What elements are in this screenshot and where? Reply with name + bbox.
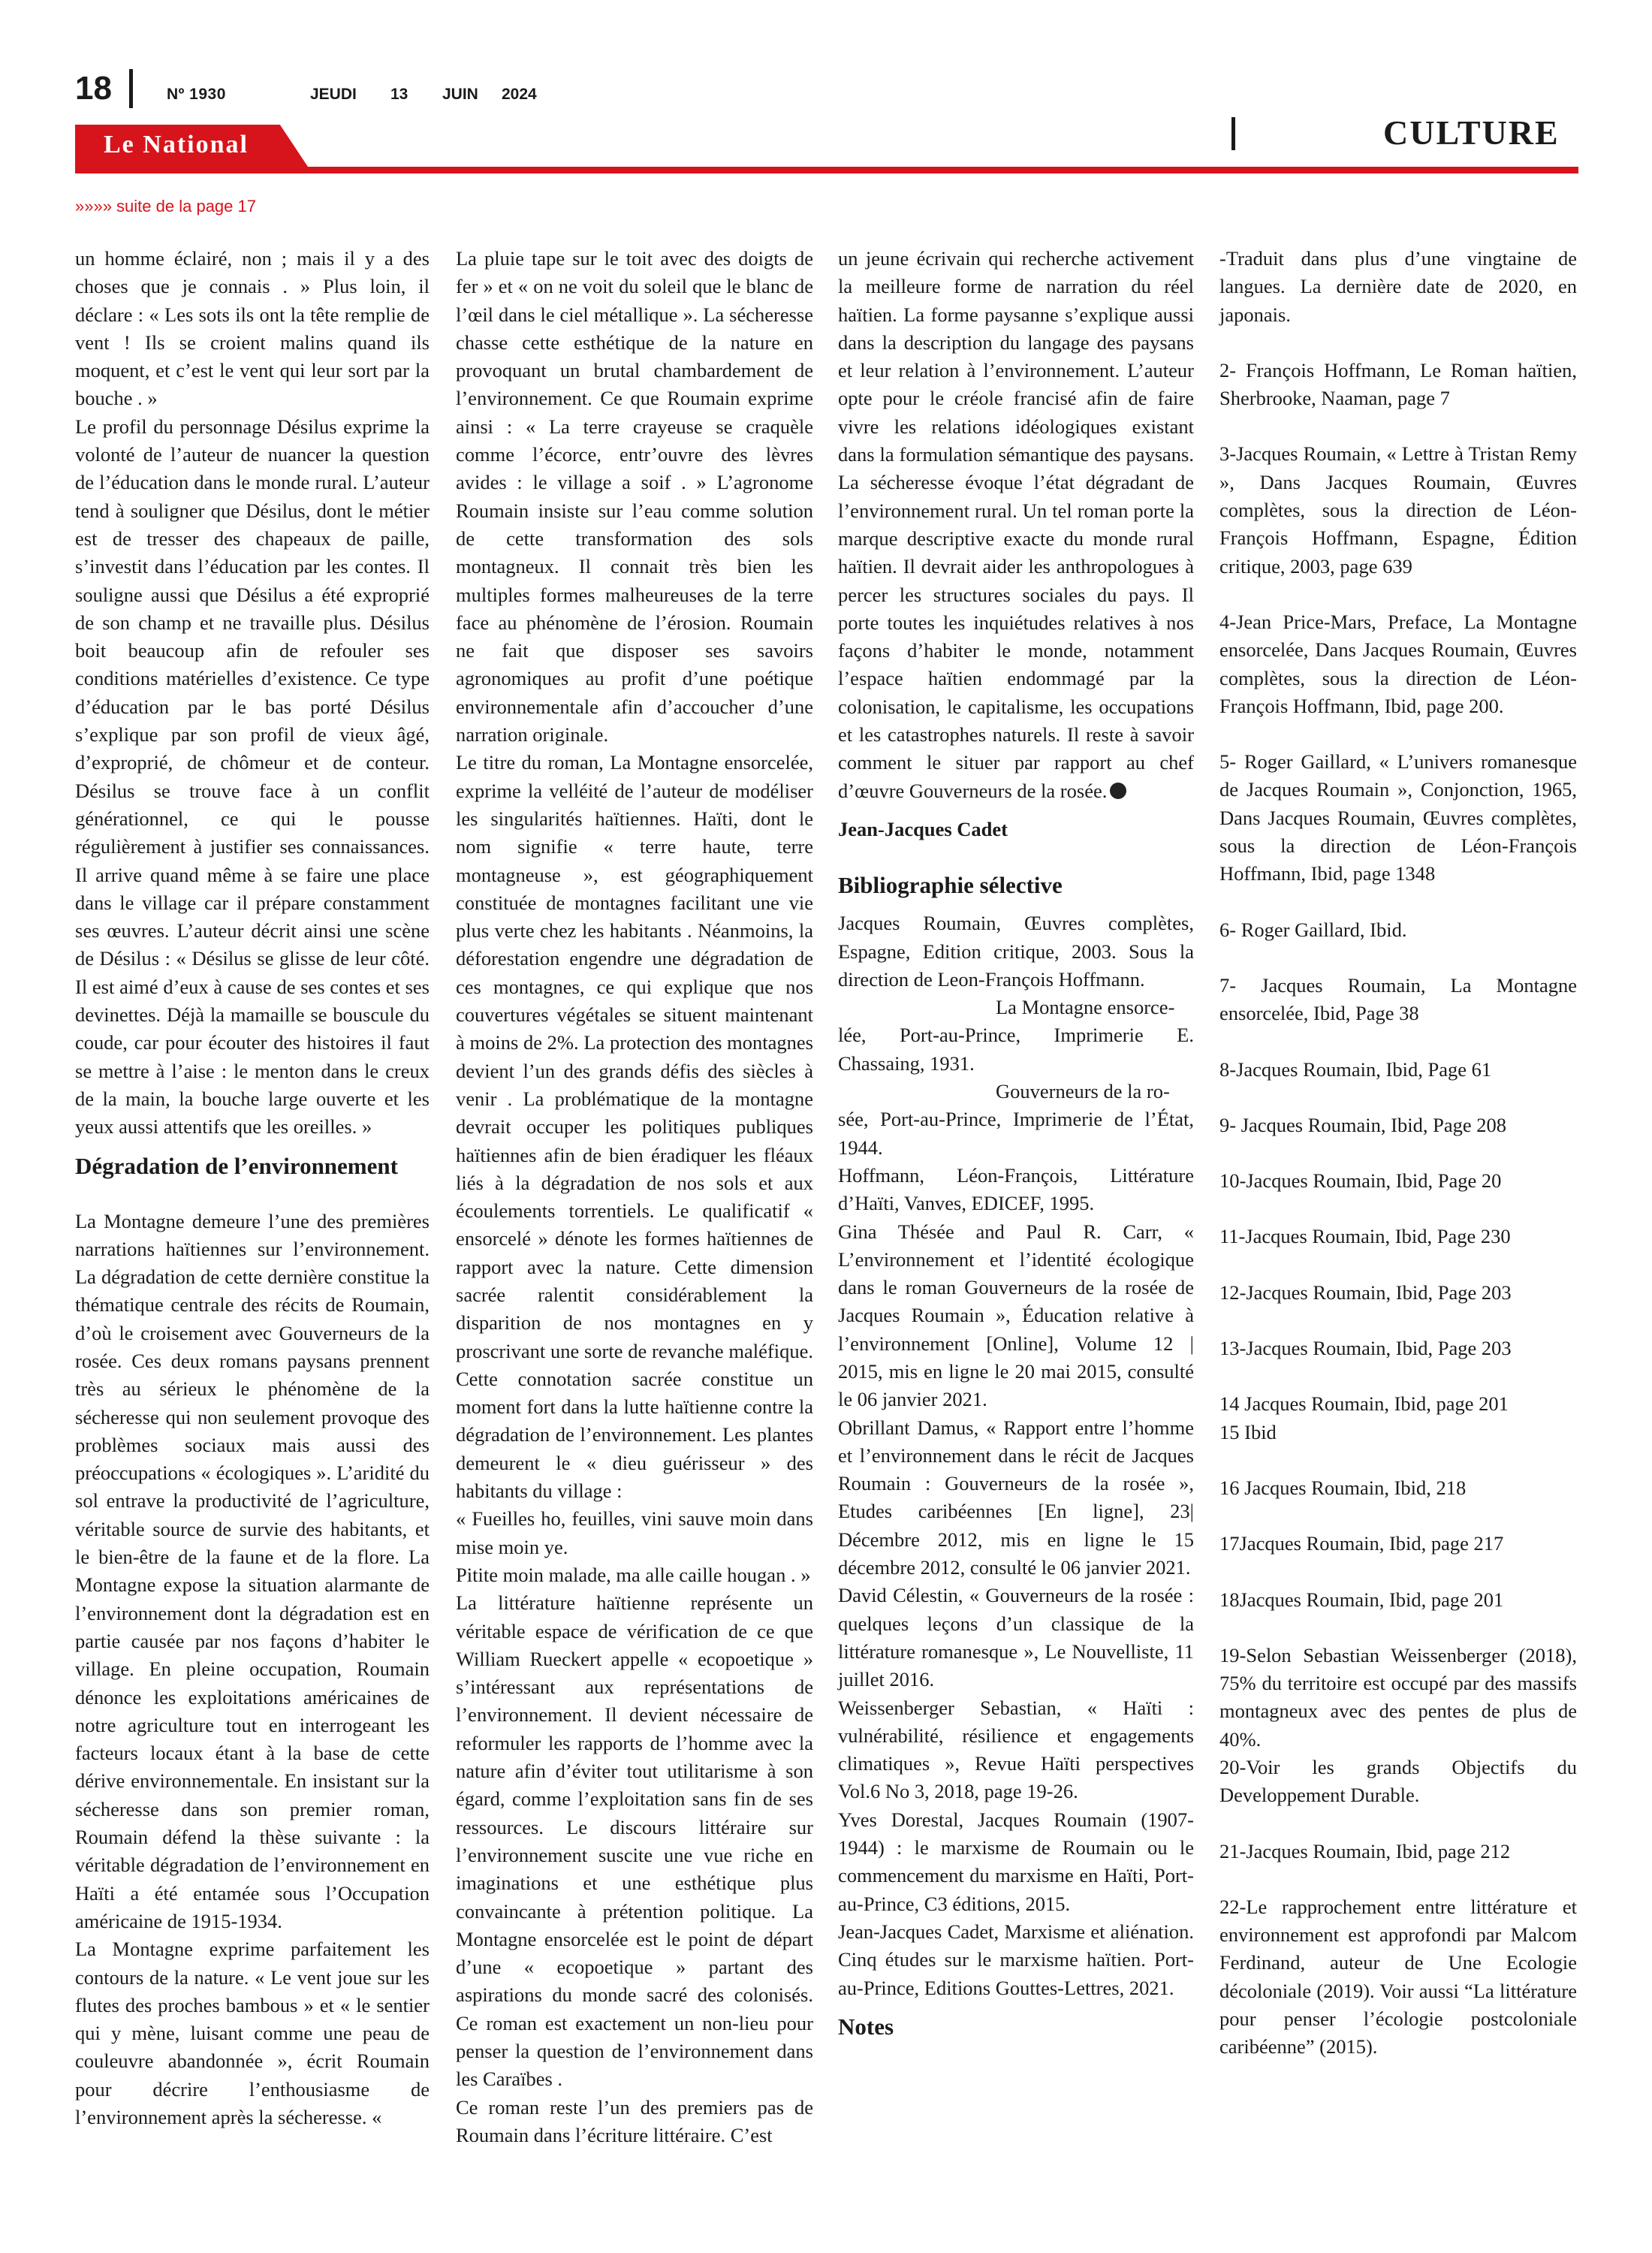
note-item: 3-Jacques Roumain, « Lettre à Tristan Remy », Dans Jacques Roumain, Œuvres complètes, sous la direction de Léon-François Hoffmann, Espagne, Édition critique, 2003, page 639 bbox=[1219, 442, 1577, 578]
article-column-1 bbox=[75, 245, 430, 2131]
author-byline: Jean-Jacques Cadet bbox=[838, 817, 1008, 840]
note-item: 16 Jacques Roumain, Ibid, 218 bbox=[1219, 1476, 1467, 1499]
bibliography-entry: Yves Dorestal, Jacques Roumain (1907-1944) : le marxisme de Roumain ou le commencement du marxisme en Haïti, Port-au-Prince, C3 éditions, 2015. bbox=[838, 1808, 1194, 1915]
issue-number: Nº 1930 bbox=[167, 86, 226, 103]
note-item: 2- François Hoffmann, Le Roman haïtien, Sherbrooke, Naaman, page 7 bbox=[1219, 358, 1577, 410]
note-item: 4-Jean Price-Mars, Preface, La Montagne ensorcelée, Dans Jacques Roumain, Œuvres complètes, sous la direction de Léon-François Hoffmann, Ibid, page 200. bbox=[1219, 610, 1577, 717]
page-number-divider bbox=[129, 69, 133, 108]
bibliography-entry: Hoffmann, Léon-François, Littérature d’Haïti, Vanves, EDICEF, 1995. bbox=[838, 1163, 1194, 1215]
bibliography-entry: Weissenberger Sebastian, « Haïti : vulnérabilité, résilience et engagements climatiques », Revue Haïti perspectives Vol.6 No 3, 2018, page 19-26. bbox=[838, 1696, 1194, 1803]
bibliography-entry: Gina Thésée and Paul R. Carr, « L’environnement et l’identité écologique dans le roman Gouverneurs de la rosée de Jacques Roumain », Éducation relative à l’environnement [Online], Volume 12 | 2015, mis en ligne le 20 mai 2015, consulté le 06 janvier 2021. bbox=[838, 1220, 1194, 1411]
page-number: 18 bbox=[75, 70, 112, 107]
bibliography-entry: sée, Port-au-Prince, Imprimerie de l’État, 1944. bbox=[838, 1108, 1194, 1159]
note-item: 17Jacques Roumain, Ibid, page 217 bbox=[1219, 1532, 1504, 1555]
bibliography-entry: David Célestin, « Gouverneurs de la rosée : quelques leçons d’un classique de la littérature romanesque », Le Nouvelliste, 11 juillet 2016. bbox=[838, 1584, 1194, 1691]
note-item: 5- Roger Gaillard, « L’univers romanesque de Jacques Roumain », Conjonction, 1965, Dans Jacques Roumain, Œuvres complètes, sous la direction de Léon-François Hoffmann, Ibid, page 1348 bbox=[1219, 750, 1577, 885]
note-item: 14 Jacques Roumain, Ibid, page 201 bbox=[1219, 1392, 1509, 1416]
paragraph: La pluie tape sur le toit avec des doigts de fer » et « on ne voit du soleil que le blanc de l’œil dans le ciel métallique ». La sécheresse chasse cette esthétique de la nature en provoquant un brutal chambardement de l’environnement. Ce que Roumain exprime ainsi : « La terre crayeuse se craquèle comme l’écorce, entr’ouvre des lèvres avides : le village a soif . » L’agronome Roumain insiste sur l’eau comme solution de cette transformation des sols montagneux. Il connait très bien les multiples formes malheureuses de la terre face au phénomène de l’érosion. Roumain ne fait que disposer ses savoirs agronomiques au profit d’une poétique environnementale afin d’accoucher d’une narration originale. bbox=[456, 247, 813, 746]
date-year: 2024 bbox=[502, 86, 537, 103]
masthead-title: Le National bbox=[104, 131, 249, 158]
paragraph: La Montagne demeure l’une des premières narrations haïtiennes sur l’environnement. La dégradation de cette dernière constitue la thématique centrale des récits de Roumain, d’où le croisement avec Gouverneurs de la rosée. Ces deux romans paysans prennent très au sérieux le phénomène de la sécheresse qui non seulement provoque des problèmes sociaux mais aussi des préoccupations « écologiques ». L’aridité du sol entrave la productivité de l’agriculture, véritable source de survie des habitants, et le bien-être de la faune et de la flore. La Montagne expose la situation alarmante de l’environnement dont la dégradation est en partie causée par nos façons d’habiter le village. En pleine occupation, Roumain dénonce les exploitations américaines de notre agriculture tout en interrogeant les facteurs locaux étant à la base de cette dérive environnementale. En insistant sur la sécheresse dans son premier roman, Roumain défend la thèse suivante : la véritable dégradation de l’environnement en Haïti a été entamée sous l’Occupation américaine de 1915-1934. bbox=[75, 1209, 430, 1932]
article-column-3 bbox=[838, 245, 1194, 2040]
paragraph: Le titre du roman, La Montagne ensorcelée, exprime la velléité de l’auteur de modéliser les singularités haïtiennes. Haïti, dont le nom signifie « terre haute, terre montagneuse », est géographiquement constituée de montagnes facilitant une vie plus verte chez les habitants . Néanmoins, la déforestation engendre une dégradation de ces montagnes, ce qui explique que nos couvertures végétales se situent maintenant à moins de 2%. La protection des montagnes devient l’un des grands défis des siècles à venir . La problématique de la montagne devrait occuper les politiques publiques haïtiennes afin de bien éradiquer les fléaux liés à la dégradation de nos sols et aux écoulements torrentiels. Le qualificatif « ensorcelé » dénote les formes haïtiennes de rapport avec la nature. Cette dimension sacrée ralentit considérablement la disparition de nos montagnes en y proscrivant une sorte de revanche maléfique. Cette connotation sacrée constitue un moment fort dans la lutte haïtienne contre la dégradation de l’environnement. Les plantes demeurent le « dieu guérisseur » des habitants du village : bbox=[456, 751, 813, 1503]
header-rule bbox=[75, 167, 1578, 173]
paragraph: Ce roman reste l’un des premiers pas de Roumain dans l’écriture littéraire. C’est bbox=[456, 2095, 813, 2146]
subheading: Dégradation de l’environnement bbox=[75, 1152, 398, 1179]
note-item: 20-Voir les grands Objectifs du Developpement Durable. bbox=[1219, 1755, 1577, 1807]
paragraph: Le profil du personnage Désilus exprime la volonté de l’auteur de nuancer la question de l’éducation dans le monde rural. L’auteur tend à souligner que Désilus, dont le métier est de tresser des chapeaux de paille, s’investit dans l’éducation par les contes. Il souligne aussi que Désilus a été exproprié de son champ et ne travaille plus. Désilus boit beaucoup afin de refouler ses conditions matérielles d’existence. Ce type d’éducation par le bas porté Désilus s’explique par son profil de vieux âgé, d’exproprié, de chômeur et de conteur. Désilus se trouve face à un conflit générationnel, ce qui le pousse régulièrement à justifier ses connaissances. Il arrive quand même à se faire une place dans le village car il prépare constamment ses œuvres. L’auteur décrit ainsi une scène de Désilus : « Désilus se glisse de leur côté. Il est aimé d’eux à cause de ses contes et ses devinettes. Déjà la mamaille se bouscule du coude, car pour écouter des histoires il faut se mettre à l’aise : le menton dans le creux de la main, la bouche large ouverte et les yeux aussi attentifs que les oreilles. » bbox=[75, 415, 430, 1139]
paragraph: La littérature haïtienne représente un véritable espace de vérification de ce que William Rueckert appelle « ecopoetique » s’intéressant aux représentations de l’environnement. Il devient nécessaire de reformuler les rapports de l’homme avec la nature afin d’éviter tout utilitarisme à son égard, comme l’exploitation sans fin de ses ressources. Le discours littéraire sur l’environnement suscite une vue riche en imaginations et une esthétique plus convaincante à prétention politique. La Montagne ensorcelée est le point de départ d’une « ecopoetique » partant des aspirations du monde sacré des colonisés. Ce roman est exactement un non-lieu pour penser la question de l’environnement dans les Caraïbes . bbox=[456, 1591, 813, 2091]
date-day: JEUDI bbox=[310, 86, 357, 103]
bibliography-entry: Jacques Roumain, Œuvres complètes, Espagne, Edition critique, 2003. Sous la direction de Leon-François Hoffmann. bbox=[838, 912, 1194, 991]
note-item: 10-Jacques Roumain, Ibid, Page 20 bbox=[1219, 1169, 1502, 1193]
note-item: -Traduit dans plus d’une vingtaine de langues. La dernière date de 2020, en japonais. bbox=[1219, 247, 1577, 326]
note-item: 11-Jacques Roumain, Ibid, Page 230 bbox=[1219, 1225, 1511, 1248]
note-item: 7- Jacques Roumain, La Montagne ensorcelée, Ibid, Page 38 bbox=[1219, 973, 1577, 1025]
notes-heading: Notes bbox=[838, 2013, 894, 2040]
date-month: JUIN bbox=[442, 86, 478, 103]
paragraph: La Montagne exprime parfaitement les contours de la nature. « Le vent joue sur les flutes des proches bambous » et « le sentier qui y mène, luisant comme une peau de couleuvre abandonnée », écrit Roumain pour décrire l’enthousiasme de l’environnement après la sécheresse. « bbox=[75, 1938, 430, 2128]
bibliography-entry: lée, Port-au-Prince, Imprimerie E. Chassaing, 1931. bbox=[838, 1024, 1194, 1075]
section-title: CULTURE bbox=[1383, 113, 1560, 152]
bibliography-entry: La Montagne ensorce- bbox=[996, 996, 1175, 1019]
note-item: 9- Jacques Roumain, Ibid, Page 208 bbox=[1219, 1113, 1506, 1136]
quote-line: « Fueilles ho, feuilles, vini sauve moin dans mise moin ye. bbox=[456, 1507, 813, 1558]
bibliography-entry: Obrillant Damus, « Rapport entre l’homme et l’environnement dans le récit de Jacques Roumain : Gouverneurs de la rosée », Etudes caribéennes [En ligne], 23| Décembre 2012, mis en ligne le 15 décembre 2012, consulté le 06 janvier 2021. bbox=[838, 1416, 1194, 1579]
article-column-2 bbox=[456, 245, 813, 2149]
note-item: 19-Selon Sebastian Weissenberger (2018), 75% du territoire est occupé par des massifs montagneux avec des pentes de plus de 40%. bbox=[1219, 1643, 1577, 1751]
paragraph: un homme éclairé, non ; mais il y a des choses que je connais . » Plus loin, il déclare : « Les sots ils ont la tête remplie de vent ! Ils se croient malins quand ils moquent, et c’est le vent qui leur sort par la bouche . » bbox=[75, 247, 430, 410]
note-item: 21-Jacques Roumain, Ibid, page 212 bbox=[1219, 1839, 1511, 1862]
continued-from-note: »»»» suite de la page 17 bbox=[75, 197, 256, 216]
note-item: 13-Jacques Roumain, Ibid, Page 203 bbox=[1219, 1337, 1512, 1360]
notes-column bbox=[1219, 245, 1577, 2061]
note-item: 15 Ibid bbox=[1219, 1420, 1277, 1443]
note-item: 6- Roger Gaillard, Ibid. bbox=[1219, 918, 1407, 941]
bibliography-entry: Jean-Jacques Cadet, Marxisme et aliénation. Cinq études sur le marxisme haïtien. Port-au-Prince, Editions Gouttes-Lettres, 2021. bbox=[838, 1920, 1194, 1999]
note-item: 12-Jacques Roumain, Ibid, Page 203 bbox=[1219, 1280, 1512, 1304]
note-item: 8-Jacques Roumain, Ibid, Page 61 bbox=[1219, 1057, 1492, 1081]
date-number: 13 bbox=[390, 86, 408, 103]
quote-line: Pitite moin malade, ma alle caille hougan . » bbox=[456, 1563, 811, 1586]
note-item: 18Jacques Roumain, Ibid, page 201 bbox=[1219, 1588, 1504, 1611]
paragraph bbox=[838, 245, 1194, 805]
end-of-article-icon bbox=[1110, 783, 1126, 799]
section-divider bbox=[1231, 117, 1235, 150]
paragraph-text: un jeune écrivain qui recherche activement la meilleure forme de narration du réel haïtien. La forme paysanne s’explique aussi dans la description du langage des paysans et leur relation à l’environnement. L’auteur opte pour le créole francisé afin de faire vivre les relations idéologiques existant dans la formulation sémantique des paysans. La sécheresse évoque l’état dégradant de l’environnement rural. Un tel roman porte la marque descriptive exacte du monde rural haïtien. Il devrait aider les anthropologues à percer les structures sociales du pays. Il porte toutes les inquiétudes relatives à nos façons d’habiter le monde, notamment l’espace haïtien endommagé par la colonisation, le capitalisme, les occupations et les catastrophes naturels. Il reste à savoir comment le situer par rapport au chef d’œuvre Gouverneurs de la rosée. bbox=[838, 247, 1194, 802]
note-item: 22-Le rapprochement entre littérature et environnement est approfondi par Malcom Ferdinand, auteur de Une Ecologie décoloniale (2019). Voir aussi “La littérature pour penser l’écologie postcoloniale caribéenne” (2015). bbox=[1219, 1895, 1577, 2058]
bibliography-heading: Bibliographie sélective bbox=[838, 872, 1063, 899]
bibliography-entry: Gouverneurs de la ro- bbox=[996, 1080, 1170, 1103]
